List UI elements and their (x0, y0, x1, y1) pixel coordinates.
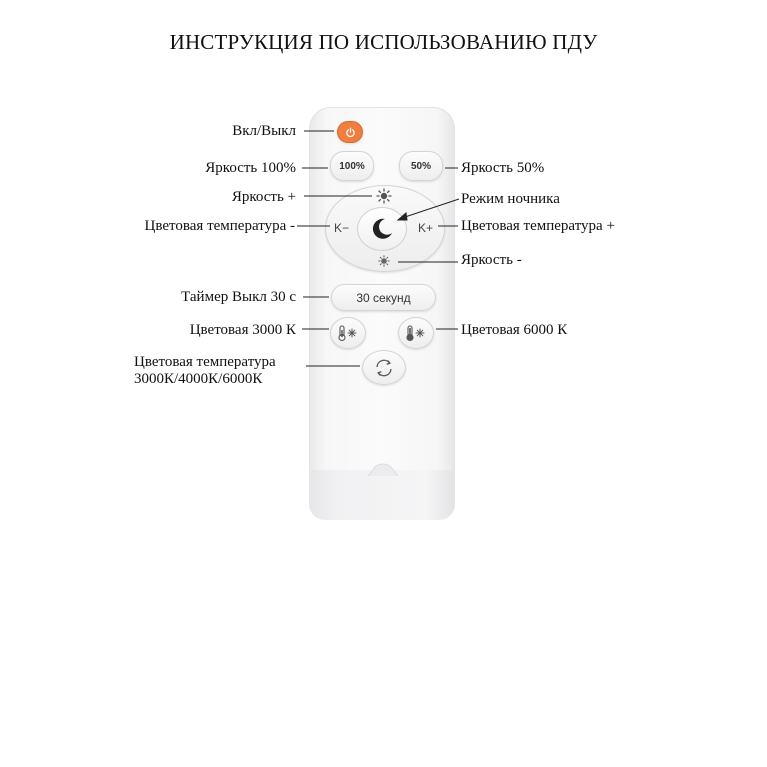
label-color-temp-plus: Цветовая температура + (461, 218, 615, 234)
color-cycle-button[interactable] (362, 350, 406, 385)
color-3000-button[interactable] (330, 317, 366, 349)
label-color-temp-minus: Цветовая температура - (144, 218, 295, 234)
moon-icon (369, 216, 395, 242)
label-color-cycle-line1: Цветовая температура (134, 354, 276, 370)
label-brightness-50: Яркость 50% (461, 160, 545, 176)
sun-small-icon[interactable] (377, 254, 391, 268)
label-color-3000: Цветовая 3000 К (189, 322, 296, 338)
color-temp-plus-button[interactable]: K+ (418, 221, 434, 235)
power-button[interactable] (337, 121, 363, 143)
label-brightness-100: Яркость 100% (205, 160, 296, 176)
cycle-icon (373, 358, 395, 378)
label-color-6000: Цветовая 6000 К (461, 322, 568, 338)
page-title: ИНСТРУКЦИЯ ПО ИСПОЛЬЗОВАНИЮ ПДУ (169, 30, 598, 54)
color-6000-button[interactable] (398, 317, 434, 349)
color-temp-minus-button[interactable]: K− (334, 221, 350, 235)
power-icon (345, 127, 356, 138)
night-mode-button[interactable] (357, 207, 407, 251)
timer-button[interactable]: 30 секунд (331, 284, 436, 311)
brightness-50-button[interactable]: 50% (399, 151, 443, 181)
label-night-mode: Режим ночника (461, 191, 560, 207)
sun-icon[interactable] (376, 188, 392, 204)
label-brightness-minus: Яркость - (461, 252, 522, 268)
thermometer-warm-icon (337, 324, 359, 342)
brightness-100-button[interactable]: 100% (330, 151, 374, 181)
label-timer-off: Таймер Выкл 30 с (181, 289, 296, 305)
thermometer-cool-icon (405, 324, 427, 342)
label-brightness-plus: Яркость + (231, 189, 296, 205)
remote-bottom-cap (309, 470, 455, 520)
remote-notch (368, 462, 398, 476)
label-power: Вкл/Выкл (232, 123, 296, 139)
label-color-cycle-line2: 3000К/4000К/6000К (134, 371, 263, 387)
